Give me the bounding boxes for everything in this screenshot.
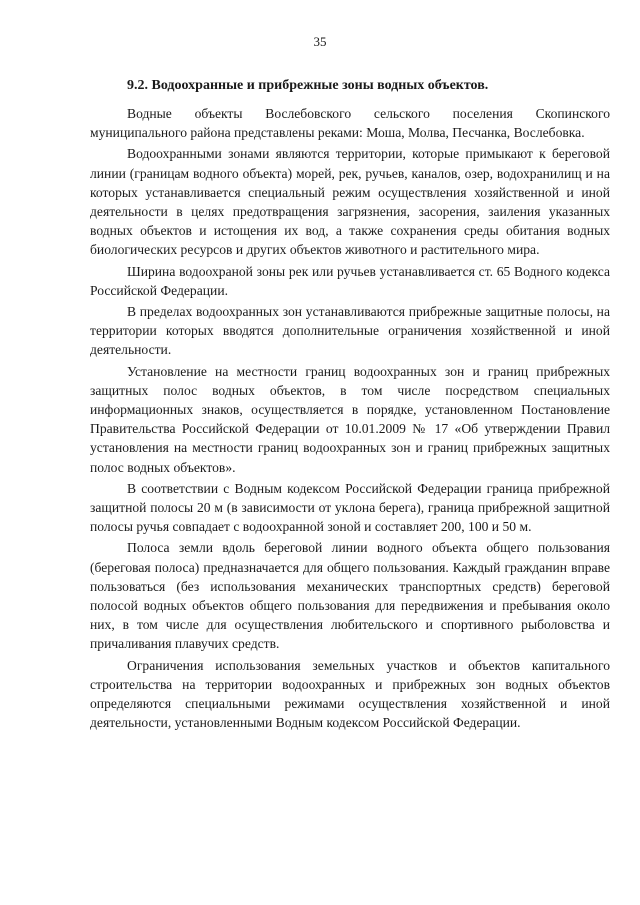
paragraph: В пределах водоохранных зон устанавливаются прибрежные защитные полосы, на территории которых вводятся дополнительные ограничения хозяйственной и иной деятельности. bbox=[90, 304, 610, 358]
document-body bbox=[90, 76, 610, 735]
paragraph: Ширина водоохраной зоны рек или ручьев устанавливается ст. 65 Водного кодекса Российской Федерации. bbox=[90, 263, 610, 298]
paragraph: Установление на местности границ водоохранных зон и границ прибрежных защитных полос водных объектов, в том числе посредством специальных информационных знаков, осуществляется в порядке, установленном Постановление Правительства Российской Федерации от 10.01.2009 № 17 «Об утверждении Правил установления на местности границ водоохранных зон и границ прибрежных защитных полос водных объектов». bbox=[90, 363, 610, 475]
section-title: 9.2. Водоохранные и прибрежные зоны водных объектов. bbox=[127, 78, 489, 93]
paragraph: В соответствии с Водным кодексом Российской Федерации граница прибрежной защитной полосы 20 м (в зависимости от уклона берега), граница прибрежной защитной полосы ручья совпадает с водоохранной зоной и составляет 200, 100 и 50 м. bbox=[90, 480, 610, 535]
page-number: 35 bbox=[313, 34, 327, 49]
paragraph: Водные объекты Вослебовского сельского поселения Скопинского муниципального района представлены реками: Моша, Молва, Песчанка, Вослебовка. bbox=[90, 106, 610, 141]
paragraph: Ограничения использования земельных участков и объектов капитального строительства на территории водоохранных и прибрежных зон водных объектов определяются специальными режимами осуществления хозяйственной и иной деятельности, установленными Водным кодексом Российской Федерации. bbox=[90, 657, 610, 731]
paragraph: Полоса земли вдоль береговой линии водного объекта общего пользования (береговая полоса) предназначается для общего пользования. Каждый гражданин вправе пользоваться (без использования механических транспортных средств) береговой полосой водных объектов общего пользования для передвижения и пребывания около них, в том числе для осуществления любительского и спортивного рыболовства и причаливания плавучих средств. bbox=[90, 540, 610, 652]
paragraph: Водоохранными зонами являются территории, которые примыкают к береговой линии (границам водного объекта) морей, рек, ручьев, каналов, озер, водохранилищ и на которых устанавливается специальный режим осуществления хозяйственной и иной деятельности в целях предотвращения загрязнения, засорения, заиления указанных водных объектов и истощения их вод, а также сохранения среды обитания водных биологических ресурсов и других объектов животного и растительного мира. bbox=[90, 146, 610, 258]
